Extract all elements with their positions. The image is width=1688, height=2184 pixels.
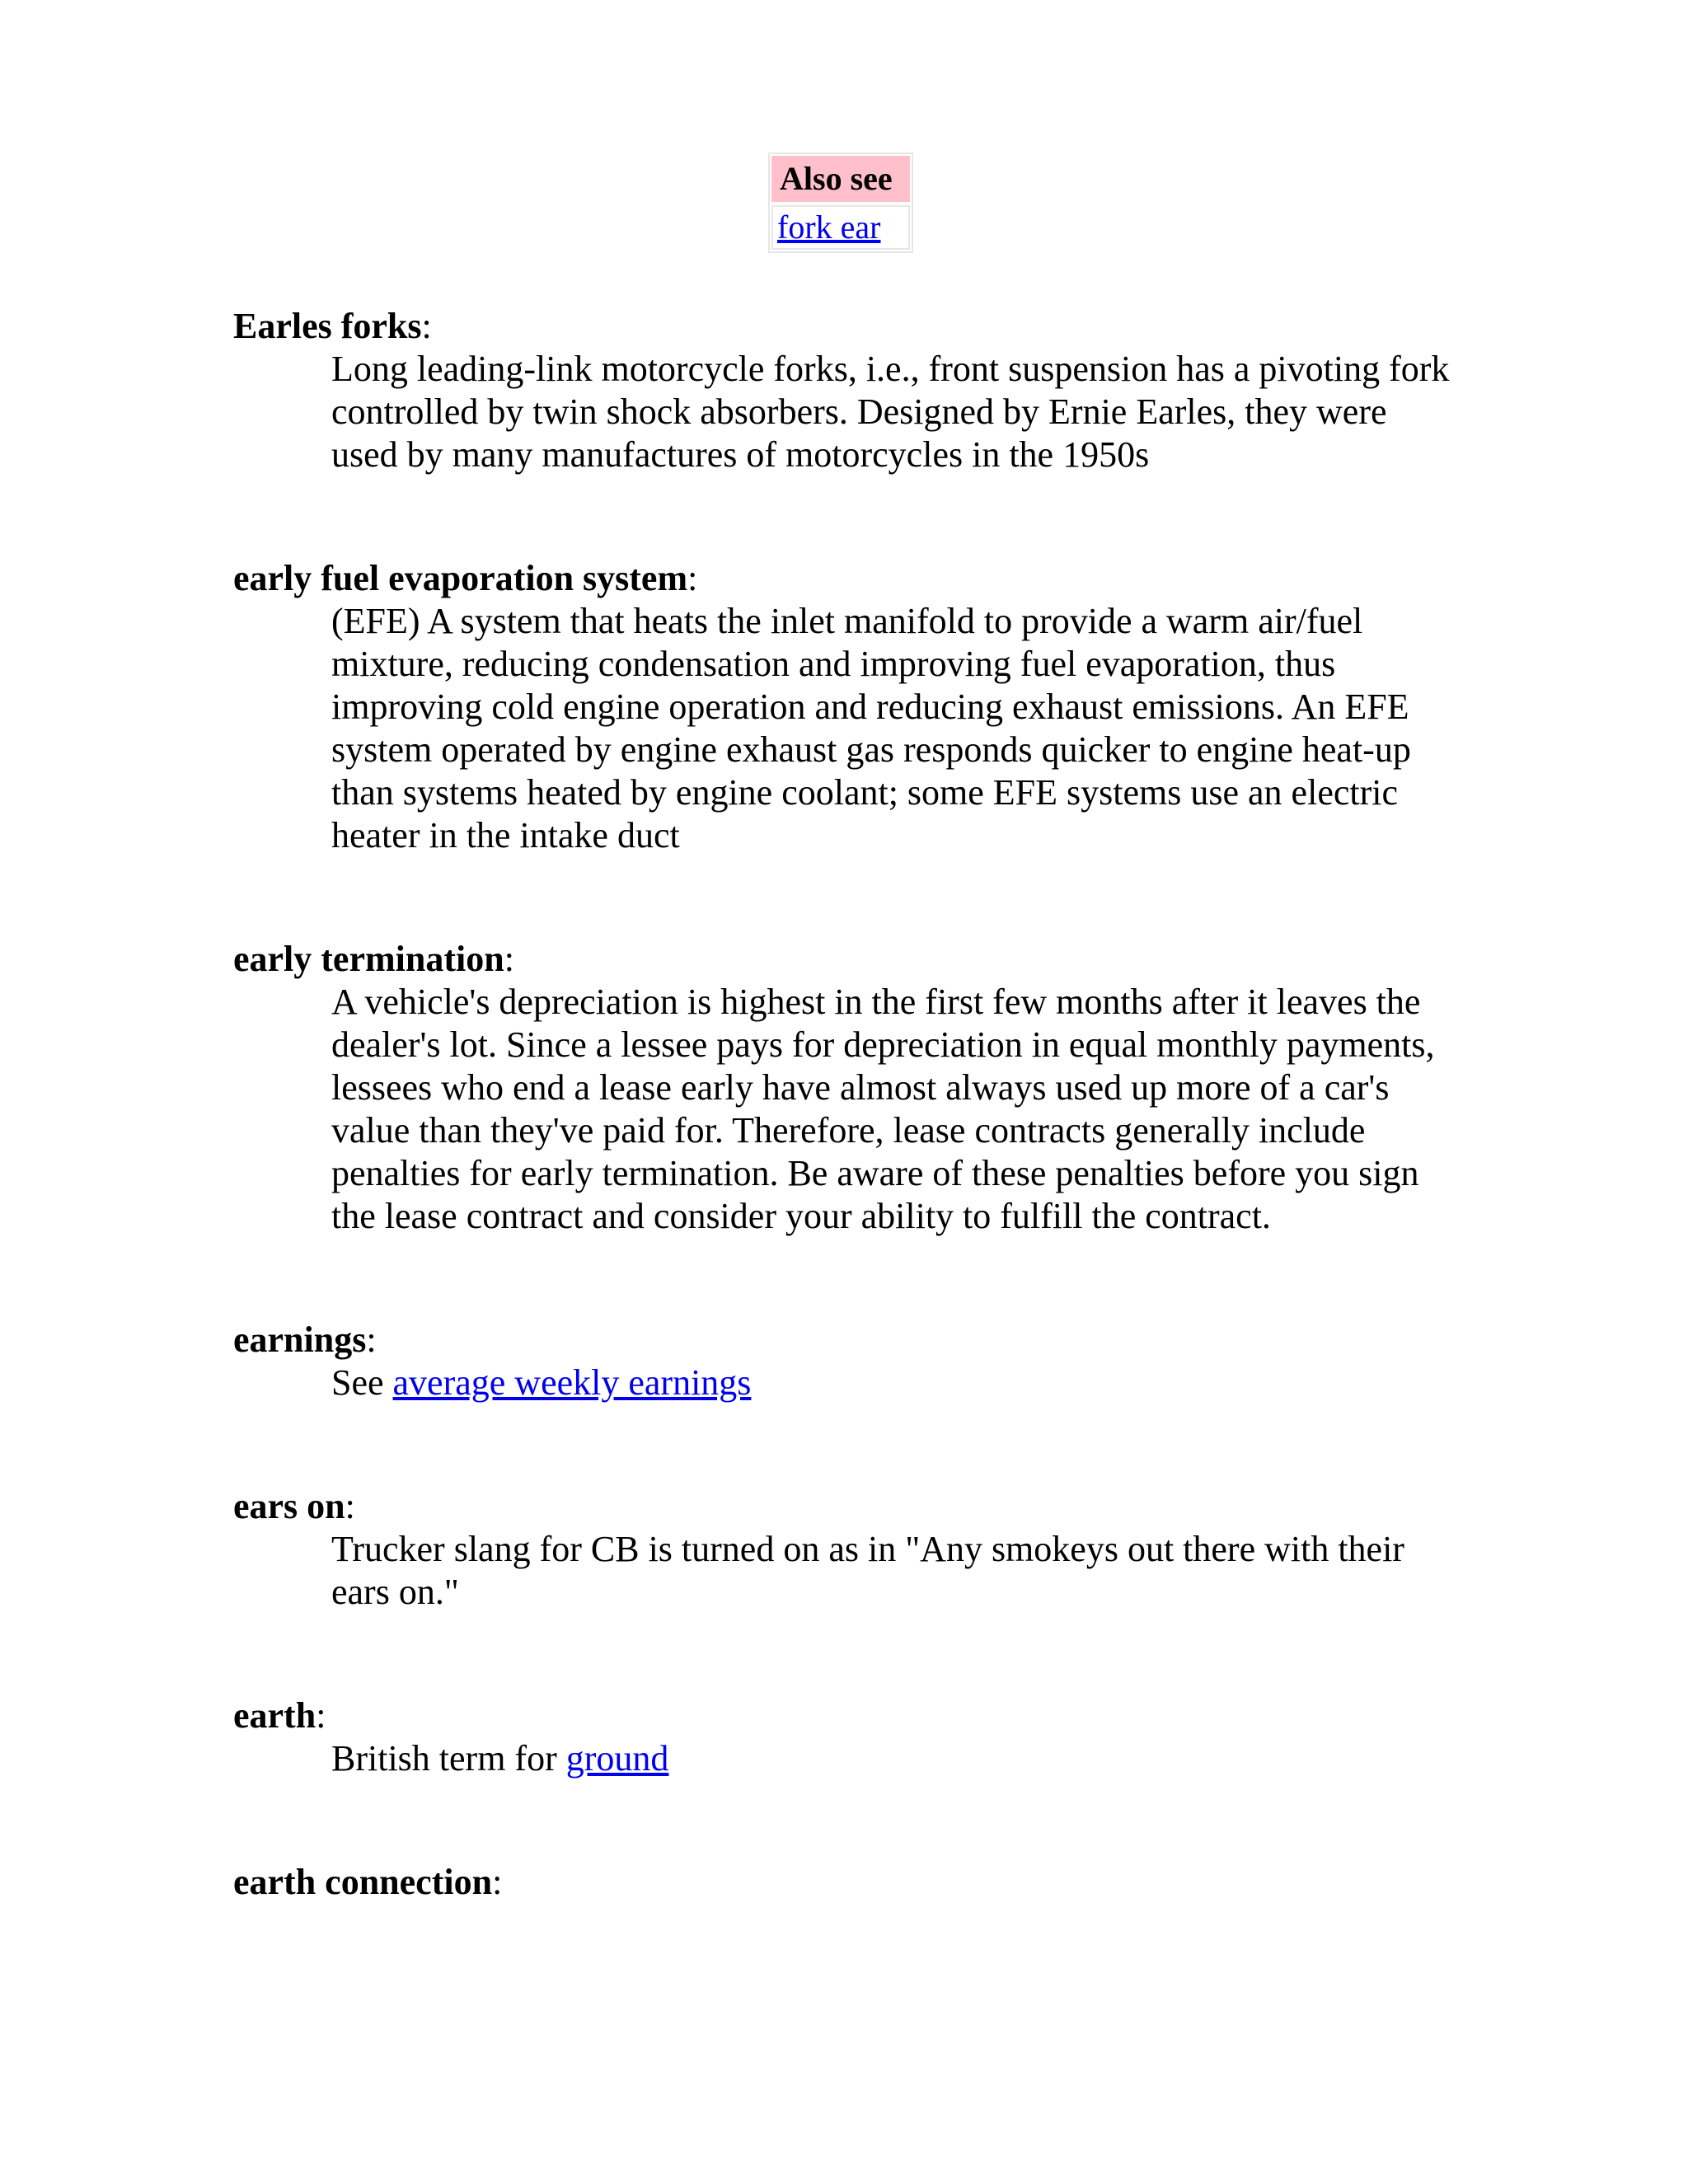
entry-colon: :	[316, 1695, 326, 1736]
entry-colon: :	[492, 1862, 503, 1902]
entry-definition	[331, 1737, 1453, 1780]
entry-definition: (EFE) A system that heats the inlet manifold to provide a warm air/fuel mixture, reducing condensation and improving fuel evaporation, thus improving cold engine operation and reducing exhaust emissions. An EFE system operated by engine exhaust gas responds quicker to engine heat-up than systems heated by engine coolant; some EFE systems use an electric heater in the intake duct	[331, 601, 1411, 855]
entry-colon: :	[687, 558, 698, 598]
entry-definition: Trucker slang for CB is turned on as in "Any smokeys out there with their ears on."	[331, 1529, 1404, 1612]
average-weekly-earnings-link[interactable]: average weekly earnings	[392, 1362, 752, 1403]
definition-prefix: See	[331, 1362, 393, 1403]
entry-term: Earles forks	[233, 306, 422, 346]
glossary-entry	[233, 557, 1453, 857]
entry-colon: :	[366, 1319, 377, 1360]
glossary-entry	[233, 1861, 1453, 1904]
ground-link[interactable]: ground	[565, 1738, 669, 1779]
entry-term: earnings	[233, 1319, 367, 1360]
glossary-entry	[233, 1694, 1453, 1780]
entry-colon: :	[504, 939, 514, 979]
see-also-cell	[771, 205, 910, 250]
glossary-entries	[233, 305, 1453, 1904]
entry-term: early termination	[233, 939, 504, 979]
entry-term: earth connection	[233, 1862, 493, 1902]
glossary-entry	[233, 938, 1453, 1238]
entry-term: ears on	[233, 1486, 345, 1526]
glossary-entry	[233, 305, 1453, 476]
entry-definition: Long leading-link motorcycle forks, i.e., front suspension has a pivoting fork controlled by twin shock absorbers. Designed by Ernie Earles, they were used by many manufactures of motorcycles in the 1950s	[331, 349, 1450, 475]
fork-ear-link[interactable]: fork ear	[777, 209, 881, 246]
entry-definition	[331, 1361, 1453, 1404]
entry-colon: :	[421, 306, 432, 346]
entry-definition: A vehicle's depreciation is highest in the first few months after it leaves the dealer's lot. Since a lessee pays for depreciation in equal monthly payments, lessees who end a lease early have almost always used up more of a car's value than they've paid for. Therefore, lease contracts generally include penalties for early termination. Be aware of these penalties before you sign the lease contract and consider your ability to fulfill the contract.	[331, 982, 1435, 1236]
glossary-entry	[233, 1319, 1453, 1404]
entry-term: early fuel evaporation system	[233, 558, 688, 598]
see-also-header: Also see	[771, 156, 910, 202]
definition-prefix: British term for	[331, 1738, 566, 1779]
entry-colon: :	[345, 1486, 355, 1526]
glossary-entry	[233, 1485, 1453, 1614]
entry-term: earth	[233, 1695, 316, 1736]
see-also-box	[768, 152, 913, 253]
